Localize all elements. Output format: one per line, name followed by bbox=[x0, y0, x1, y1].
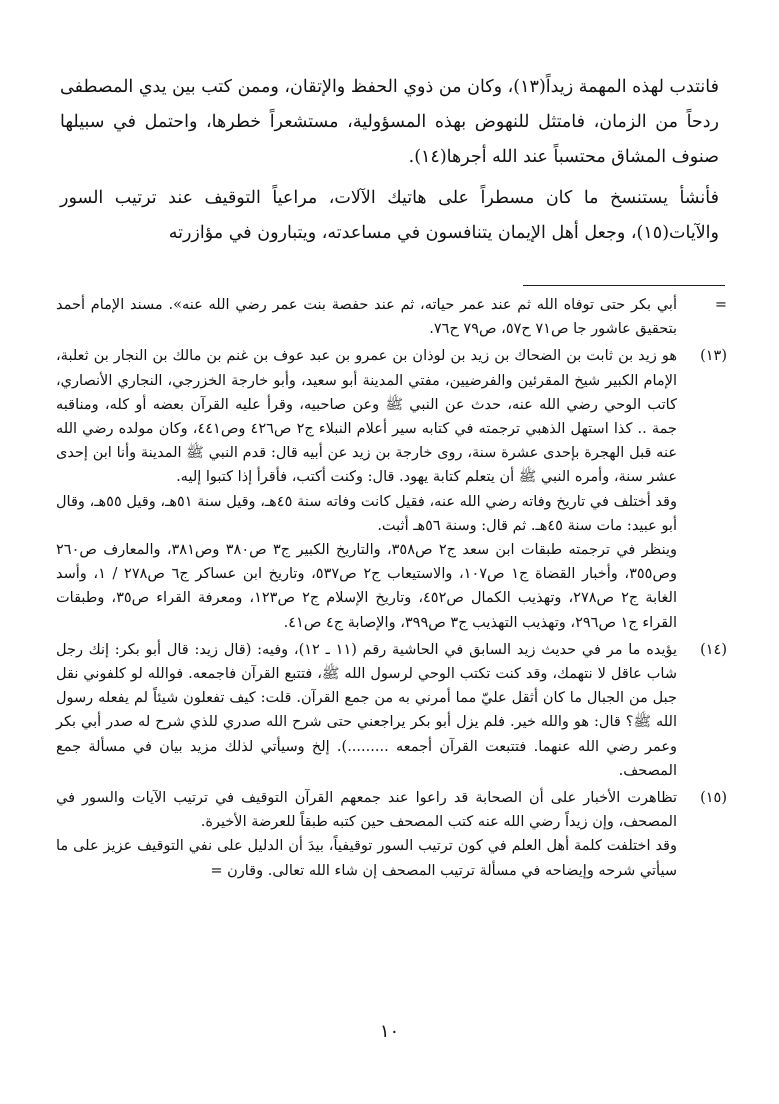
main-text bbox=[60, 70, 719, 257]
footnote-paragraph: وينظر في ترجمته طبقات ابن سعد ج٢ ص٣٥٨، والتاريخ الكبير ج٣ ص٣٨٠ وص٣٨١، والمعارف ص٢٦٠ وص٣٥٥، وأخبار القضاة ج١ ص١٠٧، والاستيعاب ج٢ ص٥٣٧، وتاريخ ابن عساكر ج٦ ص٢٧٨ / ١، وأسد الغابة ج٢ ص٢٧٨، وتهذيب الكمال ص٤٥٢، وتاريخ الإسلام ج٢ ص١٢٣، ومعرفة القراء ص٣٥، وطبقات القراء ج١ ص٢٩٦، وتهذيب التهذيب ج٣ ص٣٩٩، والإصابة ج٤ ص٤١. bbox=[56, 542, 678, 631]
footnote bbox=[56, 638, 727, 783]
footnote-paragraph: وقد أختلف في تاريخ وفاته رضي الله عنه، فقيل كانت وفاته سنة ٤٥هـ، وقيل سنة ٥١هـ، وقيل ٥٥هـ، وقال أبو عبيد: مات سنة ٤٥هـ. ثم قال: وسنة ٥٦هـ أثبت. bbox=[56, 493, 677, 534]
footnote-number: = bbox=[714, 297, 727, 313]
footnote-text bbox=[56, 786, 677, 883]
footnote-number: (١٥) bbox=[700, 790, 727, 807]
main-paragraph: فانتدب لهذه المهمة زيداً(١٣)، وكان من ذوي الحفظ والإتقان، وممن كتب بين يدي المصطفى ردحاً من الزمان، فامتثل للنهوض بهذه المسؤولية، مستشعراً خطرها، واحتمل في سبيلها صنوف المشاق محتسباً عند الله أجرها(١٤). bbox=[60, 77, 719, 167]
footnote-paragraph: يؤيده ما مر في حديث زيد السابق في الحاشية رقم (١١ ـ ١٢)، وفيه: (قال زيد: قال أبو بكر: إنك رجل شاب عاقل لا نتهمك، وقد كنت تكتب الوحي لرسول الله ﷺ، فتتبع القرآن فاجمعه. فوالله لو كلفوني نقل جبل من الجبال ما كان أثقل عليّ مما أمرني به من جمع القرآن. قلت: كيف تفعلون شيئاً لم يفعله رسول الله ﷺ؟ قال: هو والله خير. فلم يزل أبو بكر يراجعني حتى شرح الله صدري للذي شرح له صدر أبي بكر وعمر رضي الله عنهما. فتتبعت القرآن أجمعه .........). إلخ وسيأتي لذلك مزيد بيان في مسألة جمع المصحف. bbox=[56, 641, 678, 779]
footnote bbox=[56, 293, 727, 341]
footnote-text bbox=[56, 344, 677, 634]
footnote-text bbox=[56, 293, 677, 341]
page-number: ١٠ bbox=[379, 1021, 400, 1042]
main-paragraph: فأنشأ يستنسخ ما كان مسطراً على هاتيك الآلات، مراعياً التوقيف عند ترتيب السور والآيات(١٥)، وجعل أهل الإيمان يتنافسون في مساعدته، ويتبارون في مؤازرته bbox=[60, 188, 719, 243]
footnote-number: (١٣) bbox=[700, 348, 727, 365]
footnotes bbox=[56, 293, 727, 886]
footnote bbox=[56, 786, 727, 883]
footnote-paragraph: أبي بكر حتى توفاه الله ثم عند عمر حياته، ثم عند حفصة بنت عمر رضي الله عنه». مسند الإمام أحمد بتحقيق عاشور جا ص٧١ ح٥٧، ص٧٩ ح٧٦. bbox=[56, 297, 677, 338]
footnote-number: (١٤) bbox=[700, 641, 727, 658]
footnote-paragraph: هو زيد بن ثابت بن الضحاك بن زيد بن لوذان بن عمرو بن عبد عوف بن غنم بن مالك بن النجار بن ثعلبة، الإمام الكبير شيخ المقرئين والفرضيين، مفتي المدينة أبو سعيد، وأبو خارجة الخزرجي، النجاري الأنصاري، كاتب الوحي رضي الله عنه، حدث عن النبي ﷺ وعن صاحبيه، وقرأ عليه القرآن بعضه أو كله، ومناقبه جمة .. كذا استهل الذهبي ترجمته في كتابه سير أعلام النبلاء ج٢ ص٤٢٦ وص٤٤١، وكان مولده رضي الله عنه قبل الهجرة بإحدى عشرة سنة، روى خارجة بن زيد عن أبيه قال: قدم النبي ﷺ المدينة وأنا ابن إحدى عشر سنة، وأمره النبي ﷺ أن يتعلم كتابة يهود. قال: وكنت أكتب، فأقرأ إذا كتبوا إليه. bbox=[56, 348, 677, 486]
footnote-paragraph: تظاهرت الأخبار على أن الصحابة قد راعوا عند جمعهم القرآن التوقيف في ترتيب الآيات والسور في المصحف، وإن زيداً رضي الله عنه كتب المصحف حين كتبه طبقاً للعرضة الأخيرة. bbox=[56, 790, 677, 831]
footnote-paragraph: وقد اختلفت كلمة أهل العلم في كون ترتيب السور توقيفياً، بيدَ أن الدليل على نفي التوقيف عزيز على ما سيأتي شرحه وإيضاحه في مسألة ترتيب المصحف إن شاء الله تعالى. وقارن = bbox=[56, 838, 677, 879]
footnote-text bbox=[56, 638, 677, 783]
footnote bbox=[56, 344, 727, 634]
footnote-divider bbox=[523, 285, 725, 286]
